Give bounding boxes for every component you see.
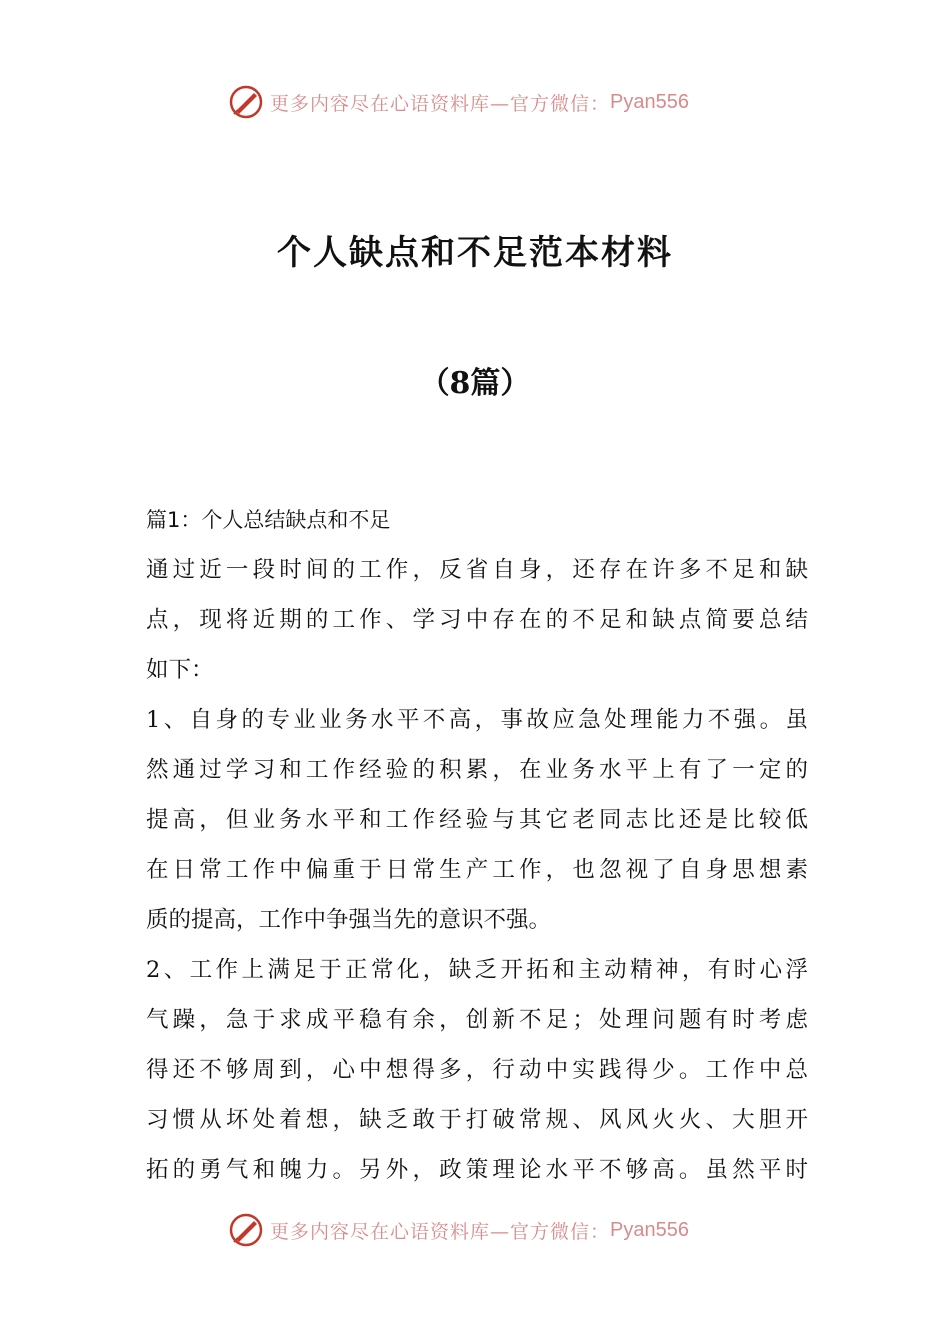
watermark-banner-top (0, 82, 950, 122)
watermark-text: 更多内容尽在心语资料库—官方微信： (270, 92, 611, 115)
body-line: 拓的勇气和魄力。另外，政策理论水平不够高。虽然平时 (146, 1157, 808, 1183)
document-subtitle: （8篇） (419, 366, 531, 401)
body-line: 然通过学习和工作经验的积累，在业务水平上有了一定的 (146, 757, 808, 783)
body-line: 习惯从坏处着想，缺乏敢于打破常规、风风火火、大胆开 (146, 1107, 808, 1133)
watermark-handle: Pyan556 (610, 1218, 689, 1241)
body-line: 质的提高，工作中争强当先的意识不强。 (146, 907, 552, 933)
body-line: 通过近一段时间的工作，反省自身，还存在许多不足和缺 (146, 557, 808, 583)
body-line: 2、工作上满足于正常化，缺乏开拓和主动精神，有时心浮 (146, 957, 808, 983)
watermark-text: 更多内容尽在心语资料库—官方微信： (270, 1220, 611, 1243)
section-heading: 篇1：个人总结缺点和不足 (146, 508, 391, 532)
document-title: 个人缺点和不足范本材料 (277, 233, 673, 273)
quill-logo-icon (228, 84, 264, 120)
body-line: 得还不够周到，心中想得多，行动中实践得少。工作中总 (146, 1057, 808, 1083)
document-body (146, 495, 808, 1195)
body-line: 气躁，急于求成平稳有余，创新不足；处理问题有时考虑 (146, 1007, 808, 1033)
body-line: 点，现将近期的工作、学习中存在的不足和缺点简要总结 (146, 607, 808, 633)
body-line: 如下： (146, 657, 214, 683)
body-line: 提高，但业务水平和工作经验与其它老同志比还是比较低 (146, 807, 808, 833)
watermark-banner-bottom (0, 1210, 950, 1250)
watermark-handle: Pyan556 (610, 90, 689, 113)
body-line: 在日常工作中偏重于日常生产工作，也忽视了自身思想素 (146, 857, 808, 883)
quill-logo-icon (228, 1212, 264, 1248)
body-line: 1、自身的专业业务水平不高，事故应急处理能力不强。虽 (146, 707, 808, 733)
